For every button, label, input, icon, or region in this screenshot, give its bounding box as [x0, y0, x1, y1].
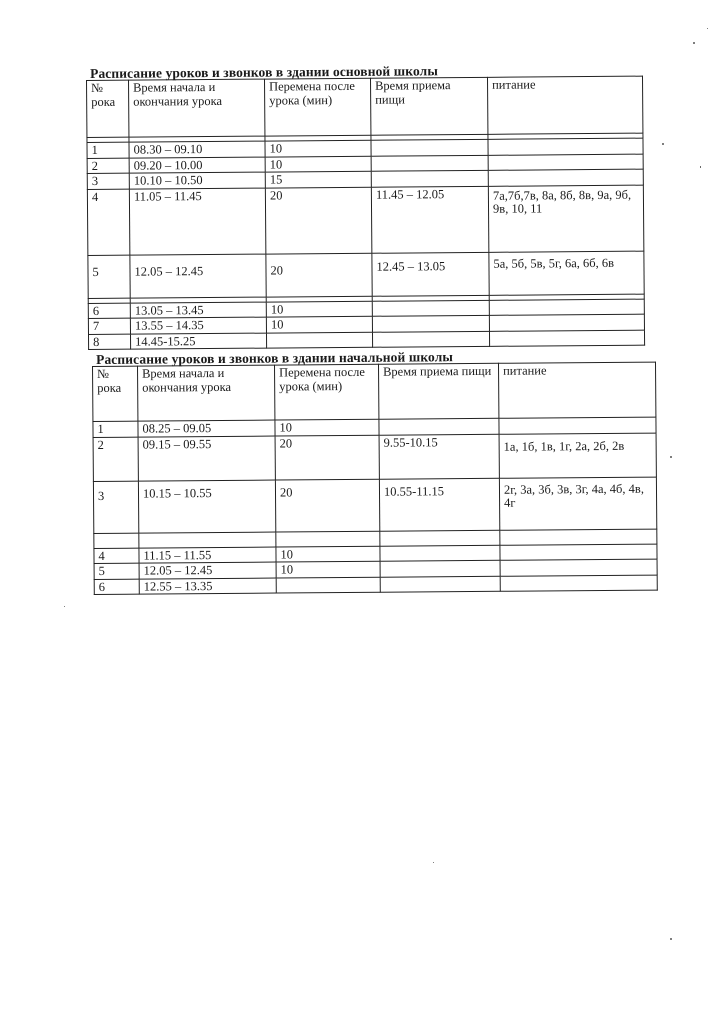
lesson-time: 08.30 – 09.10: [129, 141, 265, 158]
meal-time: [372, 315, 489, 331]
lesson-number: 8: [88, 334, 130, 350]
scan-speck: [433, 862, 434, 863]
meal-classes: [500, 575, 657, 592]
table-header-row: [93, 362, 656, 421]
meal-time: [380, 576, 500, 592]
meal-time: 9.55-10.15: [379, 434, 499, 479]
lesson-time: 09.15 – 09.55: [138, 436, 275, 481]
break-minutes: 10: [275, 419, 379, 435]
primary-school-title: Расписание уроков и звонков в здании начальной школы: [96, 349, 454, 367]
break-minutes: 15: [265, 171, 371, 187]
table-header-row: [87, 76, 643, 137]
header-lesson-number: № рока: [87, 80, 129, 137]
header-break-minutes: Перемена после урока (мин): [264, 78, 370, 136]
meal-time: [372, 300, 489, 316]
lesson-time: 13.55 – 14.35: [130, 317, 266, 334]
lesson-time: 11.15 – 11.55: [139, 547, 276, 564]
lesson-number: 3: [93, 481, 138, 533]
header-meal-classes: питание: [487, 76, 642, 134]
header-meal-time: Время приема пищи: [370, 77, 487, 135]
header-meal-classes: питание: [498, 362, 655, 418]
lesson-time: 11.05 – 11.45: [129, 188, 266, 255]
meal-classes: [488, 169, 643, 186]
meal-classes: [499, 417, 656, 434]
lesson-number: 4: [87, 189, 130, 255]
meal-time: [371, 155, 488, 171]
lesson-time: 10.10 – 10.50: [129, 172, 265, 189]
meal-time: [371, 139, 488, 155]
header-lesson-time: Время начала и окончания урока: [138, 365, 275, 421]
scan-speck: [707, 28, 708, 29]
meal-classes: [488, 154, 643, 171]
break-minutes: 10: [265, 156, 371, 172]
meal-classes: [489, 330, 644, 347]
lesson-number: 5: [94, 563, 139, 579]
main-school-title: Расписание уроков и звонков в здании основной школы: [90, 63, 438, 81]
table-row: [87, 185, 644, 255]
header-break-minutes: Перемена после урока (мин): [274, 364, 378, 420]
break-minutes: 10: [276, 546, 380, 562]
break-minutes: 10: [276, 561, 380, 577]
break-minutes: 20: [265, 187, 372, 254]
lesson-number: 6: [94, 579, 139, 595]
break-minutes: 10: [265, 140, 371, 156]
meal-time: 10.55-11.15: [379, 478, 499, 531]
meal-time: [380, 560, 500, 576]
meal-time: [372, 331, 489, 347]
table-row: [93, 433, 656, 481]
break-minutes: 10: [266, 301, 372, 317]
lesson-time: 13.05 – 13.45: [130, 302, 266, 319]
meal-time: [379, 418, 499, 434]
break-minutes: 20: [275, 435, 379, 480]
meal-classes: 2г, 3а, 3б, 3в, 3г, 4а, 4б, 4в, 4г: [499, 477, 656, 530]
meal-classes: [489, 314, 644, 331]
lesson-number: 6: [88, 303, 130, 319]
header-lesson-time: Время начала и окончания урока: [129, 79, 265, 137]
meal-time: [371, 170, 488, 186]
meal-classes: [489, 299, 644, 316]
primary-school-schedule-table: [92, 362, 658, 595]
header-meal-time: Время приема пищи: [378, 363, 498, 419]
lesson-number: 1: [93, 421, 138, 437]
scan-speck: [670, 938, 672, 940]
main-school-schedule-table: [86, 76, 645, 350]
break-minutes: [276, 577, 380, 593]
break-minutes: 10: [266, 316, 372, 332]
scan-speck: [693, 42, 695, 44]
meal-time: 12.45 – 13.05: [372, 252, 489, 296]
scan-speck: [662, 143, 664, 145]
lesson-time: 14.45-15.25: [130, 333, 266, 350]
scan-speck: [670, 456, 672, 458]
lesson-number: 3: [87, 173, 129, 189]
break-minutes: 20: [275, 479, 379, 532]
lesson-number: 7: [88, 318, 130, 334]
lesson-number: 2: [87, 158, 129, 174]
lesson-number: 4: [94, 548, 139, 564]
scan-speck: [700, 166, 701, 168]
lesson-time: 09.20 – 10.00: [129, 157, 265, 174]
meal-classes: [500, 559, 657, 576]
table-row: [88, 251, 644, 298]
meal-classes: 5а, 5б, 5в, 5г, 6а, 6б, 6в: [489, 251, 644, 295]
lesson-time: 12.55 – 13.35: [139, 578, 276, 595]
meal-classes: [488, 138, 643, 155]
break-minutes: 20: [266, 253, 372, 297]
scan-speck: [64, 606, 65, 607]
lesson-number: 1: [87, 142, 129, 158]
header-lesson-number: № рока: [93, 366, 138, 421]
meal-classes: [500, 544, 657, 561]
meal-time: 11.45 – 12.05: [371, 186, 489, 253]
lesson-time: 12.05 – 12.45: [130, 254, 266, 298]
table-row: [93, 477, 656, 533]
lesson-time: 08.25 – 09.05: [138, 420, 275, 437]
meal-time: [380, 545, 500, 561]
lesson-number: 5: [88, 255, 130, 298]
lesson-time: 10.15 – 10.55: [138, 480, 275, 533]
lesson-number: 2: [93, 437, 138, 481]
meal-classes: 1а, 1б, 1в, 1г, 2а, 2б, 2в: [499, 433, 656, 478]
meal-classes: 7а,7б,7в, 8а, 8б, 8в, 9а, 9б, 9в, 10, 11: [488, 185, 644, 252]
lesson-time: 12.05 – 12.45: [139, 562, 276, 579]
break-minutes: [266, 332, 372, 348]
